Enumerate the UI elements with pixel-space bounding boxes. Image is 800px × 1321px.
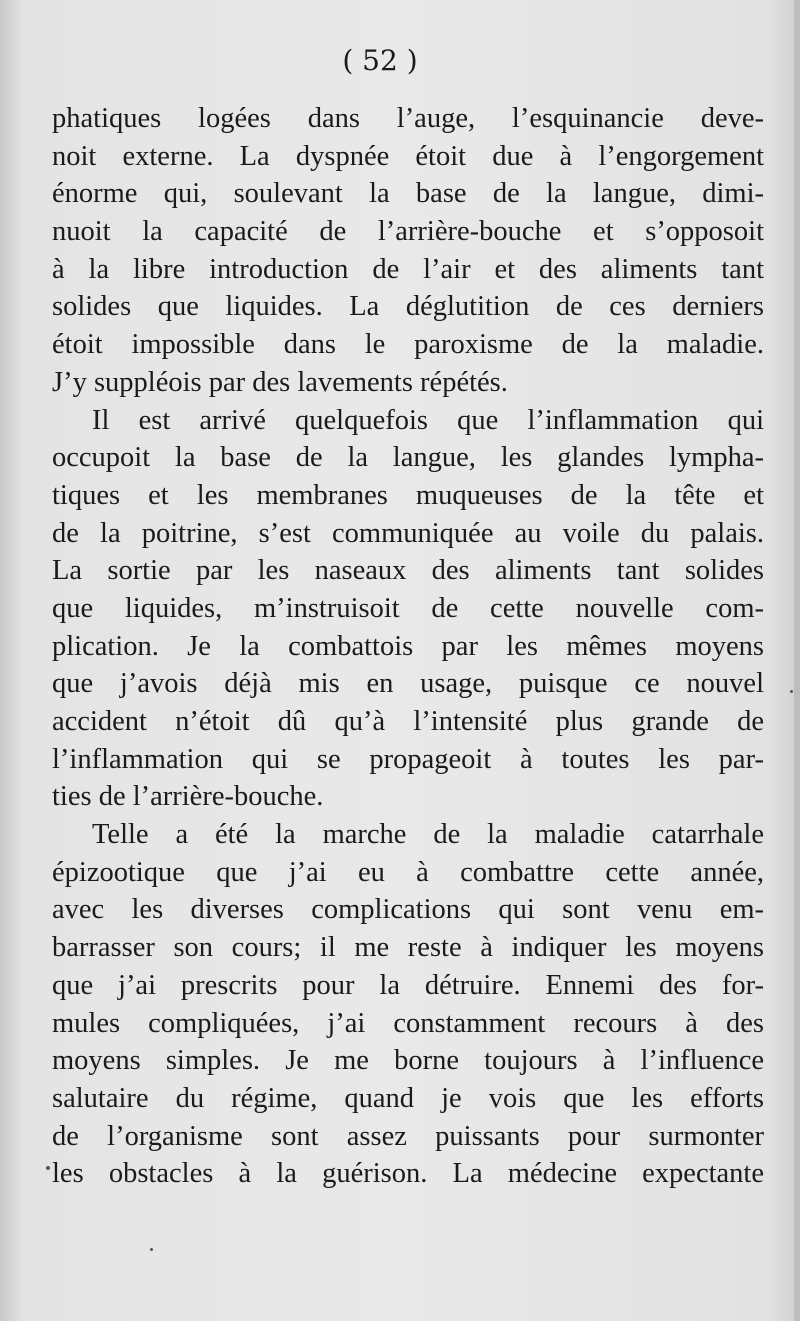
text-line: occupoit la base de la langue, les glandes lympha- [52,442,764,474]
text-line: noit externe. La dyspnée étoit due à l’engorgement [52,140,764,172]
text-line: mules compliquées, j’ai constamment recours à des [52,1007,764,1039]
page-edge [794,0,800,1321]
text-line: que liquides, m’instruisoit de cette nouvelle com- [52,592,764,624]
text-line: ties de l’arrière-bouche. [52,781,324,813]
text-line: épizootique que j’ai eu à combattre cette année, [52,856,764,888]
text-line: moyens simples. Je me borne toujours à l’influence [52,1045,764,1077]
text-line: barrasser son cours; il me reste à indiquer les moyens [52,932,764,964]
text-line: Il est arrivé quelquefois que l’inflammation qui [92,404,764,436]
text-line: accident n’étoit dû qu’à l’intensité plus grande de [52,706,764,737]
text-line: à la libre introduction de l’air et des aliments tant [52,253,764,285]
text-line: La sortie par les naseaux des aliments tant solides [52,555,764,587]
text-line: que j’avois déjà mis en usage, puisque ce nouvel [52,668,764,700]
text-line: les obstacles à la guérison. La médecine expectante [52,1158,764,1190]
text-line: étoit impossible dans le paroxisme de la maladie. [52,329,764,361]
text-line: solides que liquides. La déglutition de ces derniers [52,291,764,323]
text-line: salutaire du régime, quand je vois que les efforts [52,1082,764,1114]
text-line: avec les diverses complications qui sont venu em- [52,894,764,926]
ink-speck [150,1248,153,1251]
body-text [52,100,764,1193]
text-line: l’inflammation qui se propageoit à toutes les par- [52,743,764,775]
text-line: phatiques logées dans l’auge, l’esquinancie deve- [52,103,764,134]
text-line: plication. Je la combattois par les mêmes moyens [52,630,764,662]
text-line: de la poitrine, s’est communiquée au voile du palais. [52,517,764,549]
text-line: énorme qui, soulevant la base de la langue, dimi- [52,178,764,210]
text-line: Telle a été la marche de la maladie catarrhale [92,819,764,851]
text-line: que j’ai prescrits pour la détruire. Ennemi des for- [52,969,764,1001]
text-line: J’y suppléois par des lavements répétés. [52,366,508,398]
text-line: nuoit la capacité de l’arrière-bouche et s’opposoit [52,216,764,248]
page-number: ( 52 ) [342,44,418,77]
text-line: tiques et les membranes muqueuses de la tête et [52,479,764,511]
ink-speck [790,690,793,693]
ink-speck [46,1166,50,1170]
text-line: de l’organisme sont assez puissants pour surmonter [52,1120,764,1152]
